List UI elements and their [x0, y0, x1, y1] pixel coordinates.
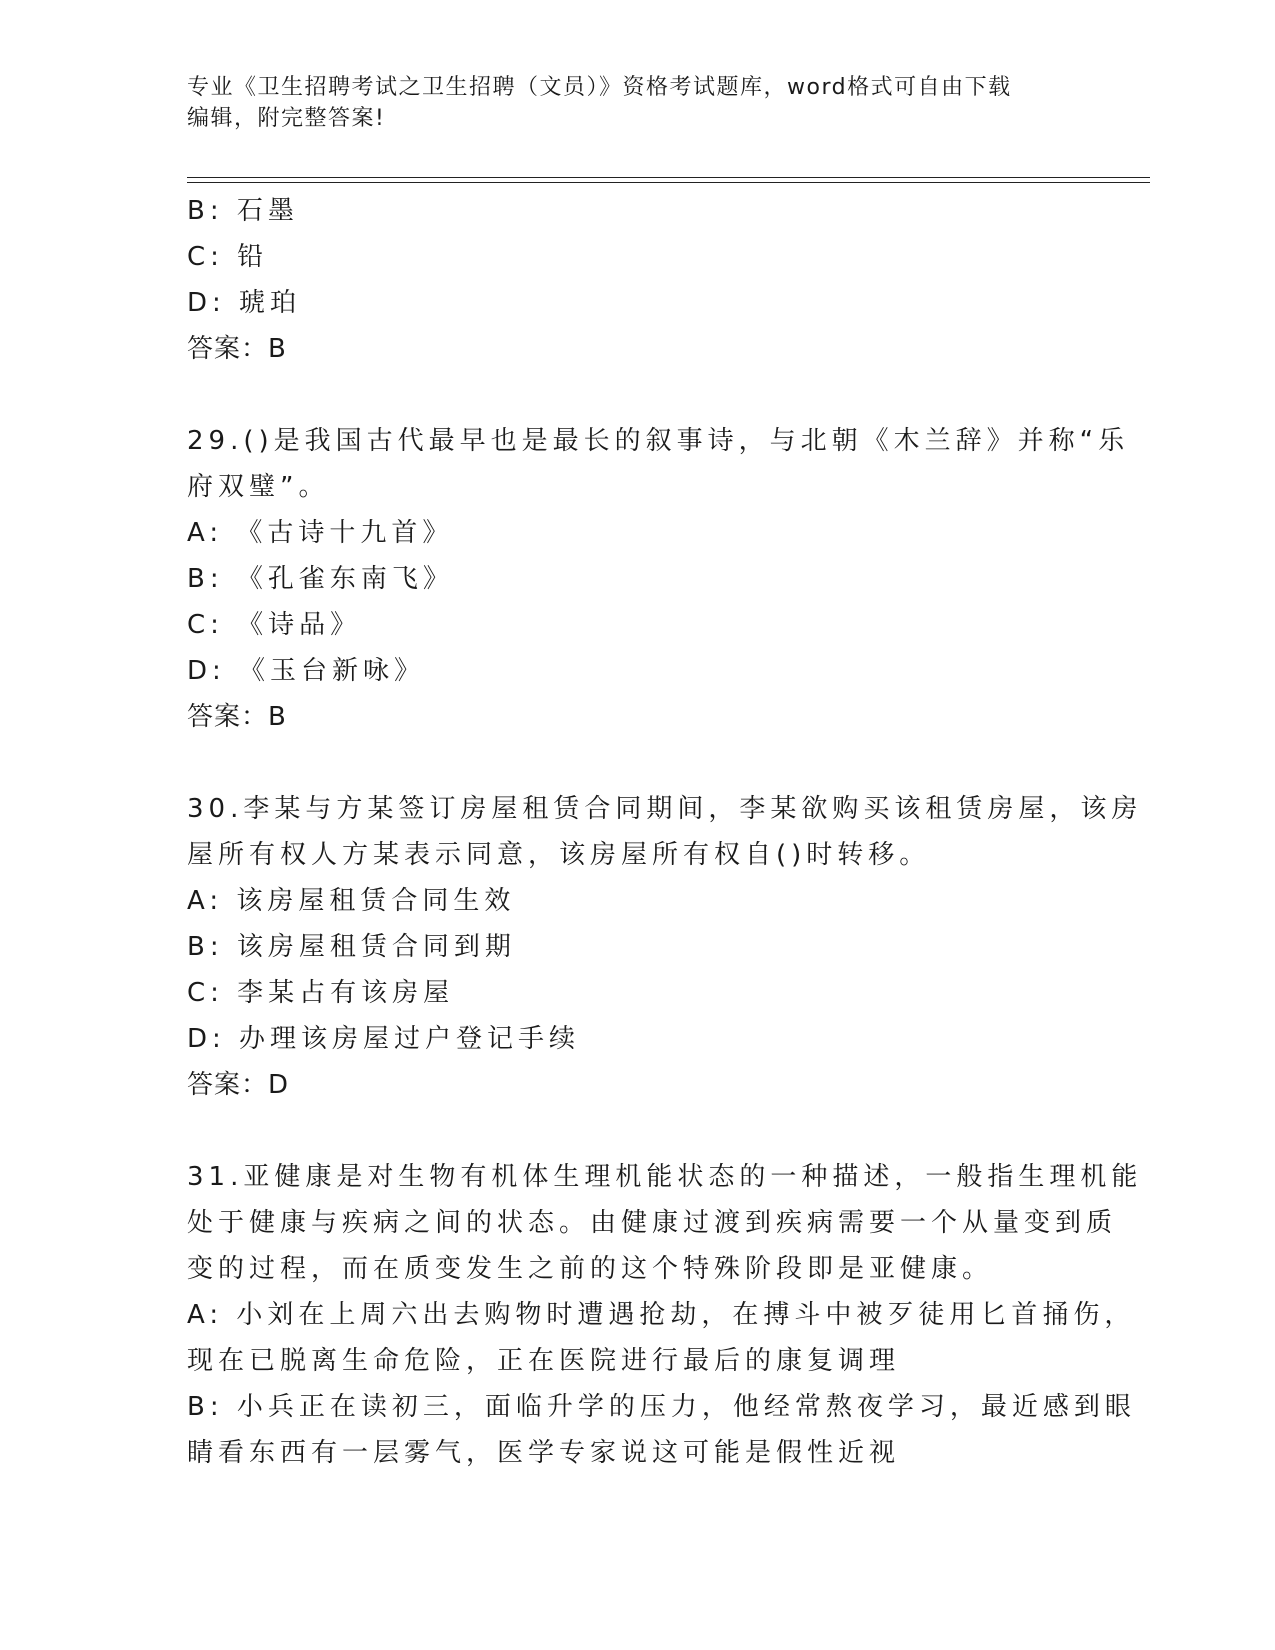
option-a: A: 《古诗十九首》 [187, 518, 454, 548]
question-stem-line: 屋所有权人方某表示同意，该房屋所有权自()时转移。 [187, 840, 931, 870]
option-b: B: 该房屋租赁合同到期 [187, 932, 516, 962]
option-c: C: 李某占有该房屋 [187, 978, 455, 1008]
option-d: D: 《玉台新咏》 [187, 656, 426, 686]
document-header [187, 72, 1067, 134]
answer: 答案：B [187, 702, 287, 732]
header-line-1: 专业《卫生招聘考试之卫生招聘（文员）》资格考试题库，word格式可自由下载 [187, 75, 1012, 100]
question-30 [187, 786, 1143, 1108]
question-31 [187, 1154, 1143, 1476]
spacer [187, 740, 1087, 786]
question-stem-line: 变的过程，而在质变发生之前的这个特殊阶段即是亚健康。 [187, 1254, 994, 1284]
answer: 答案：D [187, 1070, 290, 1100]
question-stem-line: 30.李某与方某签订房屋租赁合同期间，李某欲购买该租赁房屋，该房 [187, 794, 1143, 824]
question-stem-line: 处于健康与疾病之间的状态。由健康过渡到疾病需要一个从量变到质 [187, 1208, 1118, 1238]
question-stem-line: 府双璧”。 [187, 472, 330, 502]
option-b-continued: 睛看东西有一层雾气，医学专家说这可能是假性近视 [187, 1438, 901, 1468]
question-stem-line: 29.()是我国古代最早也是最长的叙事诗，与北朝《木兰辞》并称“乐 [187, 426, 1130, 456]
question-stem-line: 31.亚健康是对生物有机体生理机能状态的一种描述，一般指生理机能 [187, 1162, 1143, 1192]
spacer [187, 372, 1087, 418]
question-28-tail [187, 188, 1087, 372]
option-c: C: 铅 [187, 242, 269, 272]
option-b: B: 石墨 [187, 196, 299, 226]
header-divider-bottom [187, 182, 1150, 183]
question-content [187, 188, 1143, 1476]
option-a: A: 小刘在上周六出去购物时遭遇抢劫，在搏斗中被歹徒用匕首捅伤， [187, 1300, 1136, 1330]
option-c: C: 《诗品》 [187, 610, 362, 640]
option-d: D: 办理该房屋过户登记手续 [187, 1024, 581, 1054]
header-divider-top [187, 177, 1150, 178]
option-d: D: 琥珀 [187, 288, 302, 318]
option-b: B: 小兵正在读初三，面临升学的压力，他经常熬夜学习，最近感到眼 [187, 1392, 1136, 1422]
spacer [187, 1108, 1087, 1154]
option-a: A: 该房屋租赁合同生效 [187, 886, 516, 916]
option-a-continued: 现在已脱离生命危险，正在医院进行最后的康复调理 [187, 1346, 901, 1376]
question-29 [187, 418, 1130, 740]
option-b: B: 《孔雀东南飞》 [187, 564, 454, 594]
header-line-2: 编辑，附完整答案! [187, 106, 386, 131]
answer: 答案：B [187, 334, 287, 364]
